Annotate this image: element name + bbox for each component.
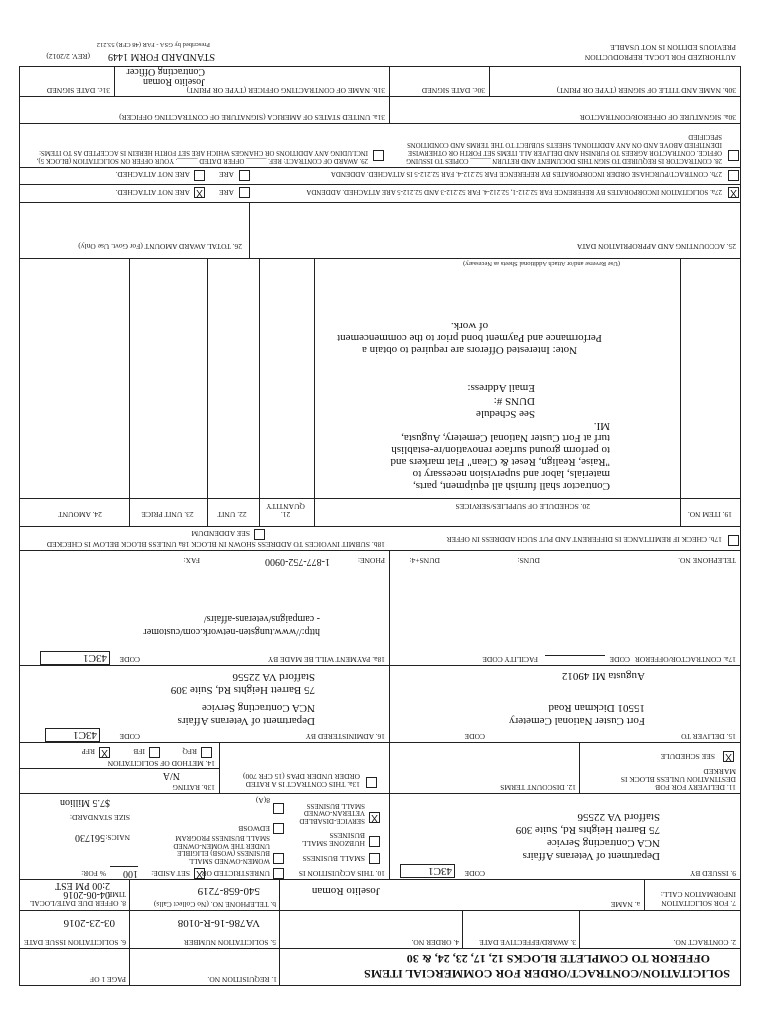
payment-url-line2[interactable]: - campaigns/veterans-affairs/ <box>203 613 320 624</box>
27b-are-label: ARE <box>219 170 234 179</box>
schedule-email: Email Address: <box>467 382 535 394</box>
27a-are-label: ARE <box>219 188 234 197</box>
offeror-signature-label: 30a. SIGNATURE OF OFFEROR/CONTRACTOR <box>579 113 736 122</box>
solicitation-number-label: 5. SOLICITATION NUMBER <box>183 938 276 947</box>
ifb-label: IFB <box>133 747 145 756</box>
rated-order-label: 13a. THIS CONTRACT IS A RATED ORDER UNDER DPAS (15 CFR 700) <box>242 772 360 789</box>
submit-invoices-label: 18b. SUBMIT INVOICES TO ADDRESS SHOWN IN BLOCK 18a UNLESS BLOCK BELOW IS CHECKED <box>46 540 385 549</box>
telephone-label: TELEPHONE NO. <box>678 556 736 565</box>
addendum-checkbox[interactable] <box>254 529 265 540</box>
issued-by-line3: 75 Barrett Heights Rd, Suite 309 <box>515 824 660 836</box>
accounting-data-label: 25. ACCOUNTING AND APPROPRIATION DATA <box>576 242 736 251</box>
administered-by-line4: Stafford VA 22556 <box>232 671 315 683</box>
administered-by-line1: Department of Veterans Affairs <box>177 715 315 727</box>
schedule-note: Note: Interested Offerors are required to obtain a Performance and Payment bond prior to the commencement of work. <box>337 320 602 356</box>
ifb-checkbox[interactable] <box>149 747 160 758</box>
payment-code-label: CODE <box>119 655 140 664</box>
see-schedule-checkbox[interactable]: X <box>723 751 734 762</box>
method-label: 14. METHOD OF SOLICITATION <box>107 759 215 768</box>
footer-form-number: STANDARD FORM 1449 <box>108 51 215 62</box>
set-aside-percent-label: % FOR: <box>81 869 106 878</box>
unit-price-header: 23. UNIT PRICE <box>141 510 194 519</box>
award-of-contract-label: 29. AWARD OF CONTRACT: REF. ______ OFFER DATED ______. YOUR OFFER ON SOLICITATION (BLOCK 5), INCLUDING ANY ADDITIONS OR CHANGES WHICH ARE SET FORTH HEREIN IS ACCEPTED AS TO ITEMS: <box>36 149 368 164</box>
page-label: PAGE 1 OF <box>90 975 126 984</box>
order-no-label: 4. ORDER NO. <box>411 938 459 947</box>
issued-by-line2: NCA Contracting Service <box>546 837 660 849</box>
remittance-checkbox[interactable] <box>728 535 739 546</box>
27a-checkbox[interactable]: X <box>728 187 739 198</box>
rfp-label: RFP <box>81 747 95 756</box>
info-phone-label: b. TELEPHONE NO. (No Collect Calls) <box>153 900 276 909</box>
rated-order-checkbox[interactable] <box>366 777 377 788</box>
contractor-sign-instructions: 28. CONTRACTOR IS REQUIRED TO SIGN THIS DOCUMENT AND RETURN ______ COPIES TO ISSUING OFFICE. CONTRACTOR AGREES TO FURNISH AND DELIVER ALL ITEMS SET FORTH OR OTHERWISE IDENTIFIED ABOVE AND ON ANY ADDITIONAL SHEETS SUBJECT TO THE TERMS AND CONDITIONS SPECIFIED <box>406 133 722 164</box>
rfp-checkbox[interactable]: X <box>99 747 110 758</box>
hubzone-checkbox[interactable] <box>369 836 380 847</box>
info-call-label: 7. FOR SOLICITATION INFORMATION CALL: <box>660 890 736 908</box>
deliver-to-line3: Augusta MI 49012 <box>561 670 645 682</box>
naics-label: NAICS: <box>105 833 130 842</box>
issued-by-line1: Department of Veterans Affairs <box>522 850 660 862</box>
schedule-description: Contractor shall furnish all equipment, parts, materials, labor and supervision necessary to "Raise, Realign, Reset & Clean" Flat markers and to perform ground surface renovation/re-establish turf at Fort Custer National Cemetery, Augusta, MI. <box>390 420 610 492</box>
contractor-code-label: CODE <box>609 655 630 664</box>
issued-by-line4: Stafford VA 22556 <box>577 811 660 823</box>
administered-by-code-value: 43C1 <box>45 728 100 742</box>
issued-by-code-value: 43C1 <box>400 864 455 878</box>
administered-by-line2: NCA Contracting Service <box>201 702 315 714</box>
footer-prescribed: Prescribed by GSA - FAR (48 CFR) 53.212 <box>96 41 210 48</box>
payment-by-label: 18a. PAYMENT WILL BE MADE BY <box>267 655 385 664</box>
amount-header: 24. AMOUNT <box>58 510 102 519</box>
solicitation-number-value: VA786-16-R-0108 <box>177 917 260 929</box>
addendum-label: SEE ADDENDUM <box>191 529 250 538</box>
co-title-value: Contracting Officer <box>126 66 205 77</box>
requisition-label: 1. REQUISITION NO. <box>207 975 277 984</box>
wosb-label: WOMEN-OWNED SMALL BUSINESS (WOSB) ELIGIBLE UNDER THE WOMEN-OWNED SMALL BUSINESS PROGRAM <box>173 834 270 865</box>
8a-label: 8(A) <box>255 796 270 805</box>
contract-no-label: 2. CONTRACT NO. <box>673 938 736 947</box>
size-standard-label: SIZE STANDARD: <box>69 813 130 822</box>
unrestricted-label: UNRESTRICTED OR <box>201 869 270 878</box>
total-award-label: 26. TOTAL AWARD AMOUNT (For Govt. Use Only) <box>78 242 242 251</box>
administered-by-label: 16. ADMINISTERED BY <box>305 732 385 741</box>
item-no-header: 19. ITEM NO. <box>687 510 732 519</box>
sdvosb-checkbox[interactable]: X <box>369 812 380 823</box>
rating-value: N/A <box>162 770 180 781</box>
set-aside-label: SET ASIDE: <box>151 869 190 878</box>
27b-checkbox[interactable] <box>728 170 739 181</box>
payment-phone-label: PHONE: <box>357 556 385 565</box>
acquisition-label: 10. THIS ACQUISITION IS <box>298 869 385 878</box>
27b-label: 27b. CONTRACT/PURCHASE ORDER INCORPORATES BY REFERENCE FAR 52.212-4. FAR 52.212-5 IS ATTACHED. ADDENDA <box>330 170 722 178</box>
wosb-checkbox[interactable] <box>273 853 284 864</box>
deliver-to-line2: 15501 Dickman Road <box>548 702 645 714</box>
solicitation-issue-date-value: 03-23-2016 <box>63 917 115 929</box>
schedule-see-schedule: See Schedule <box>476 408 535 420</box>
footer-authorized: AUTHORIZED FOR LOCAL REPRODUCTION <box>584 53 736 62</box>
offeror-name-title-label: 30b. NAME AND TITLE OF SIGNER (TYPE OR PRINT) <box>556 86 736 95</box>
hubzone-label: HUBZONE SMALL BUSINESS <box>302 831 365 848</box>
administered-by-code-label: CODE <box>119 732 140 741</box>
27b-are-not-label: ARE NOT ATTACHED. <box>115 170 190 179</box>
27a-label: 27a. SOLICITATION INCORPORATES BY REFERENCE FAR 52.212-1, 52.212-4. FAR 52.212-3 AND 52.212-5 ARE ATTACHED. ADDENDA <box>306 188 722 196</box>
edwosb-label: EDWOSB <box>238 824 270 833</box>
sdvosb-label: SERVICE-DISABLED VETERAN-OWNED SMALL BUSINESS <box>299 802 365 825</box>
offeror-date-signed-label: 30c. DATE SIGNED <box>421 86 485 95</box>
administered-by-line3: 75 Barrett Heights Rd, Suite 309 <box>170 684 315 696</box>
29-checkbox[interactable] <box>373 150 384 161</box>
offer-due-time: 2:00 PM EST <box>54 880 110 891</box>
co-name-value: Joselito Roman <box>143 76 205 87</box>
schedule-header: 20. SCHEDULE OF SUPPLIES/SERVICES <box>455 502 590 511</box>
set-aside-checkbox[interactable]: X <box>194 868 205 879</box>
payment-url-line1[interactable]: http://www.tungsten-network.com/customer <box>143 626 320 637</box>
footer-revision: (REV. 2/2012) <box>46 52 90 61</box>
27a-are-not-checkbox[interactable]: X <box>194 187 205 198</box>
offer-due-date: 04-06-2016 <box>63 889 110 900</box>
size-standard-value: $7.5 Million <box>59 797 110 808</box>
schedule-duns: DUNS #: <box>493 395 535 407</box>
deliver-to-line1: Fort Custer National Cemetery <box>509 715 645 727</box>
co-signature-label: 31a. UNITED STATES OF AMERICA (SIGNATURE OF CONTRACTING OFFICER) <box>119 113 385 122</box>
28-checkbox[interactable] <box>728 150 739 161</box>
info-name-value: Joselito Roman <box>311 885 380 897</box>
co-name-label: 31b. NAME OF CONTRACTING OFFICER (TYPE OR PRINT) <box>186 86 385 95</box>
27b-are-not-checkbox[interactable] <box>194 170 205 181</box>
remittance-label: 17b. CHECK IF REMITTANCE IS DIFFERENT AND PUT SUCH ADDRESS IN OFFER <box>446 535 722 544</box>
set-aside-percent: 100 <box>110 866 138 879</box>
unit-header: 22. UNIT <box>217 510 247 519</box>
rfq-checkbox[interactable] <box>201 747 212 758</box>
small-business-label: SMALL BUSINESS <box>302 854 365 863</box>
award-date-label: 3. AWARD/EFFECTIVE DATE <box>479 938 576 947</box>
27b-are-checkbox[interactable] <box>239 170 250 181</box>
quantity-header: 21. QUANTITY <box>266 502 305 519</box>
27a-are-not-label: ARE NOT ATTACHED. <box>115 188 190 197</box>
deliver-to-code-label: CODE <box>464 732 485 741</box>
edwosb-checkbox[interactable] <box>273 823 284 834</box>
issued-by-code-label: CODE <box>464 869 485 878</box>
27a-are-checkbox[interactable] <box>239 187 250 198</box>
form-title: SOLICITATION/CONTRACT/ORDER FOR COMMERCIAL ITEMS <box>364 967 730 981</box>
duns4-label: DUNS+4: <box>409 556 440 565</box>
info-phone-value: 540-658-7219 <box>197 885 260 897</box>
issued-by-label: 9. ISSUED BY <box>689 869 736 878</box>
solicitation-issue-date-label: 6. SOLICITATION ISSUE DATE <box>24 938 126 947</box>
discount-terms-label: 12. DISCOUNT TERMS <box>500 783 576 792</box>
payment-fax-label: FAX: <box>183 556 200 565</box>
schedule-footnote: (Use Reverse and/or Attach Additional Sheets as Necessary) <box>463 260 620 267</box>
rfq-label: RFQ <box>182 747 197 756</box>
info-name-label: a. NAME <box>610 900 640 909</box>
contractor-label: 17a. CONTRACTOR/OFFEROR <box>634 655 736 664</box>
8a-checkbox[interactable] <box>273 803 284 814</box>
deliver-to-label: 15. DELIVER TO <box>681 732 736 741</box>
naics-value: 561730 <box>75 832 105 843</box>
facility-code-label: FACILITY CODE <box>482 655 538 664</box>
see-schedule-label: SEE SCHEDULE <box>660 752 715 761</box>
rating-label: 13b. RATING <box>172 783 215 792</box>
co-date-signed-label: 31c. DATE SIGNED <box>46 86 110 95</box>
offer-due-label: 8. OFFER DUE DATE/LOCAL TIME <box>30 890 126 908</box>
form-subtitle: OFFEROR TO COMPLETE BLOCKS 12, 17, 23, 24, & 30 <box>406 952 710 966</box>
small-business-checkbox[interactable] <box>369 853 380 864</box>
unrestricted-checkbox[interactable] <box>273 868 284 879</box>
payment-code-value: 43C1 <box>40 651 110 665</box>
fob-label: 11. DELIVERY FOR FOB DESTINATION UNLESS BLOCK IS MARKED <box>620 767 736 792</box>
payment-phone-value: 1-877-752-0900 <box>265 556 330 567</box>
duns-label: DUNS: <box>517 556 540 565</box>
footer-previous-edition: PREVIOUS EDITION IS NOT USABLE <box>610 43 736 52</box>
